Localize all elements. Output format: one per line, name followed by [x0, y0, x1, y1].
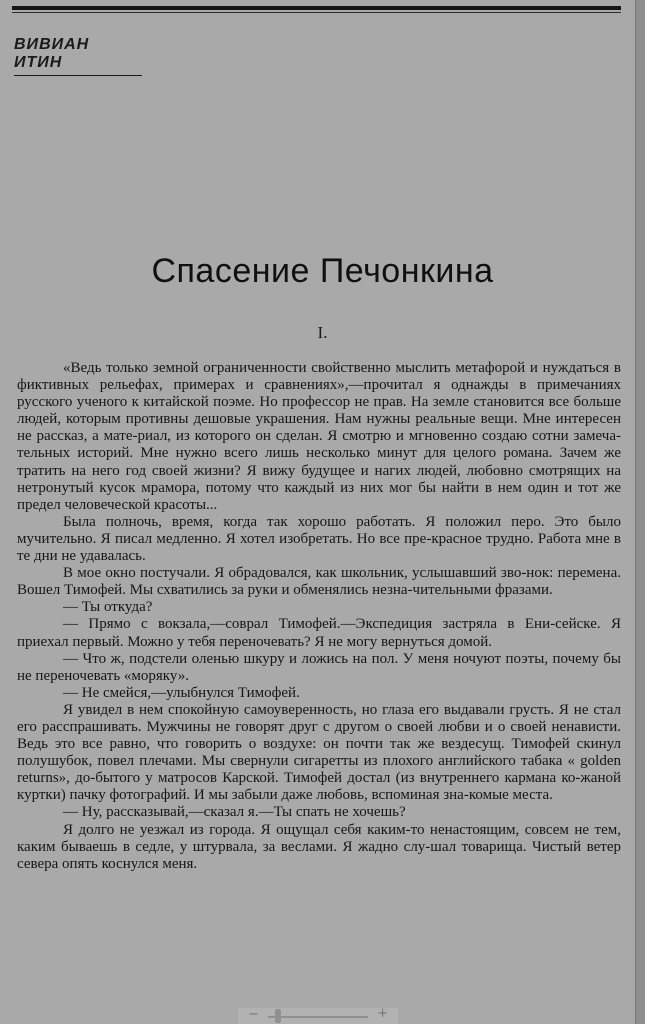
top-rule: [12, 6, 621, 10]
top-rule-thin: [12, 12, 621, 13]
article-title: Спасение Печонкина: [151, 252, 494, 290]
zoom-track[interactable]: [268, 1016, 368, 1018]
dialogue-line: — Ну, рассказывай,—сказал я.—Ты спать не хочешь?: [63, 804, 406, 821]
dialogue-line: — Ты откуда?: [63, 599, 153, 616]
author-header: ВИВИАН ИТИН: [14, 36, 142, 76]
dialogue-line: — Прямо с вокзала,—соврал Тимофей.—Экспедиция застряла в Ени-сейске. Я приехал первый. Можно у тебя переночевать? Я не могу вернуться домой.: [17, 616, 621, 650]
zoom-slider[interactable]: [238, 1008, 398, 1024]
paragraph: Была полночь, время, когда так хорошо работать. Я положил перо. Это было мучительно. Я писал медленно. Я хотел изобретать. Но все пре-красное трудно. Работа мне в те дни не удавалась.: [17, 513, 621, 565]
zoom-out-button[interactable]: −: [248, 1007, 259, 1022]
paragraph: «Ведь только земной ограниченности свойственно мыслить метафорой и нуждаться в фиктивных рельефах, примерах и сравнениях»,—прочитал я однажды в примечаниях русского ученого к китайской поэме. Но профессор не прав. На земле становится все больше людей, которым противны дешовые украшения. Нам нужны реальные вещи. Мне интересен не рассказ, а мате-риал, из которого он сделан. Я смотрю и мгновенно создаю сотни замеча-тельных историй. Мне нужно всего лишь несколько минут для целого романа. Зачем же тратить на него год своей жизни? Я вижу будущее и нагих людей, любовно смотрящих на нетронутый кусок мрамора, потому что каждый из них мог бы найти в нем один и тот же предел человеческой красоты...: [17, 360, 621, 513]
zoom-in-button[interactable]: +: [377, 1006, 388, 1021]
article-body: [17, 360, 621, 873]
dialogue-line: — Не смейся,—улыбнулся Тимофей.: [63, 684, 300, 701]
page-edge: [635, 0, 645, 1024]
paragraph: Я долго не уезжал из города. Я ощущал себя каким-то ненастоящим, совсем не тем, каким бываешь в седле, у штурвала, за веслами. Я жадно слу-шал товарища. Чистый ветер севера опять коснулся меня.: [17, 821, 621, 872]
zoom-thumb[interactable]: [275, 1009, 281, 1023]
paragraph: В мое окно постучали. Я обрадовался, как школьник, услышавший зво-нок: перемена. Вошел Тимофей. Мы схватились за руки и обменялись незна-чительными фразами.: [17, 565, 621, 599]
dialogue-line: — Что ж, подстели оленью шкуру и ложись на пол. У меня ночуют поэты, почему бы не переночевать «моряку».: [17, 650, 621, 684]
paragraph: Я увидел в нем спокойную самоуверенность, но глаза его выдавали грусть. Я не стал его расспрашивать. Мужчины не говорят друг с другом о своей любви и о своей ненависти. Ведь это все равно, что говорить о воздухе: он почти так же вездесущ. Тимофей скинул полушубок, повел плечами. Мы свернули сигаретты из плохого английского табака « golden returns», до-бытого у матросов Карской. Тимофей достал (из внутреннего кармана ко-жаной куртки) пачку фотографий. И мы забыли даже любовь, вспоминая зна-комые места.: [17, 701, 621, 804]
chapter-number: I.: [317, 323, 328, 342]
